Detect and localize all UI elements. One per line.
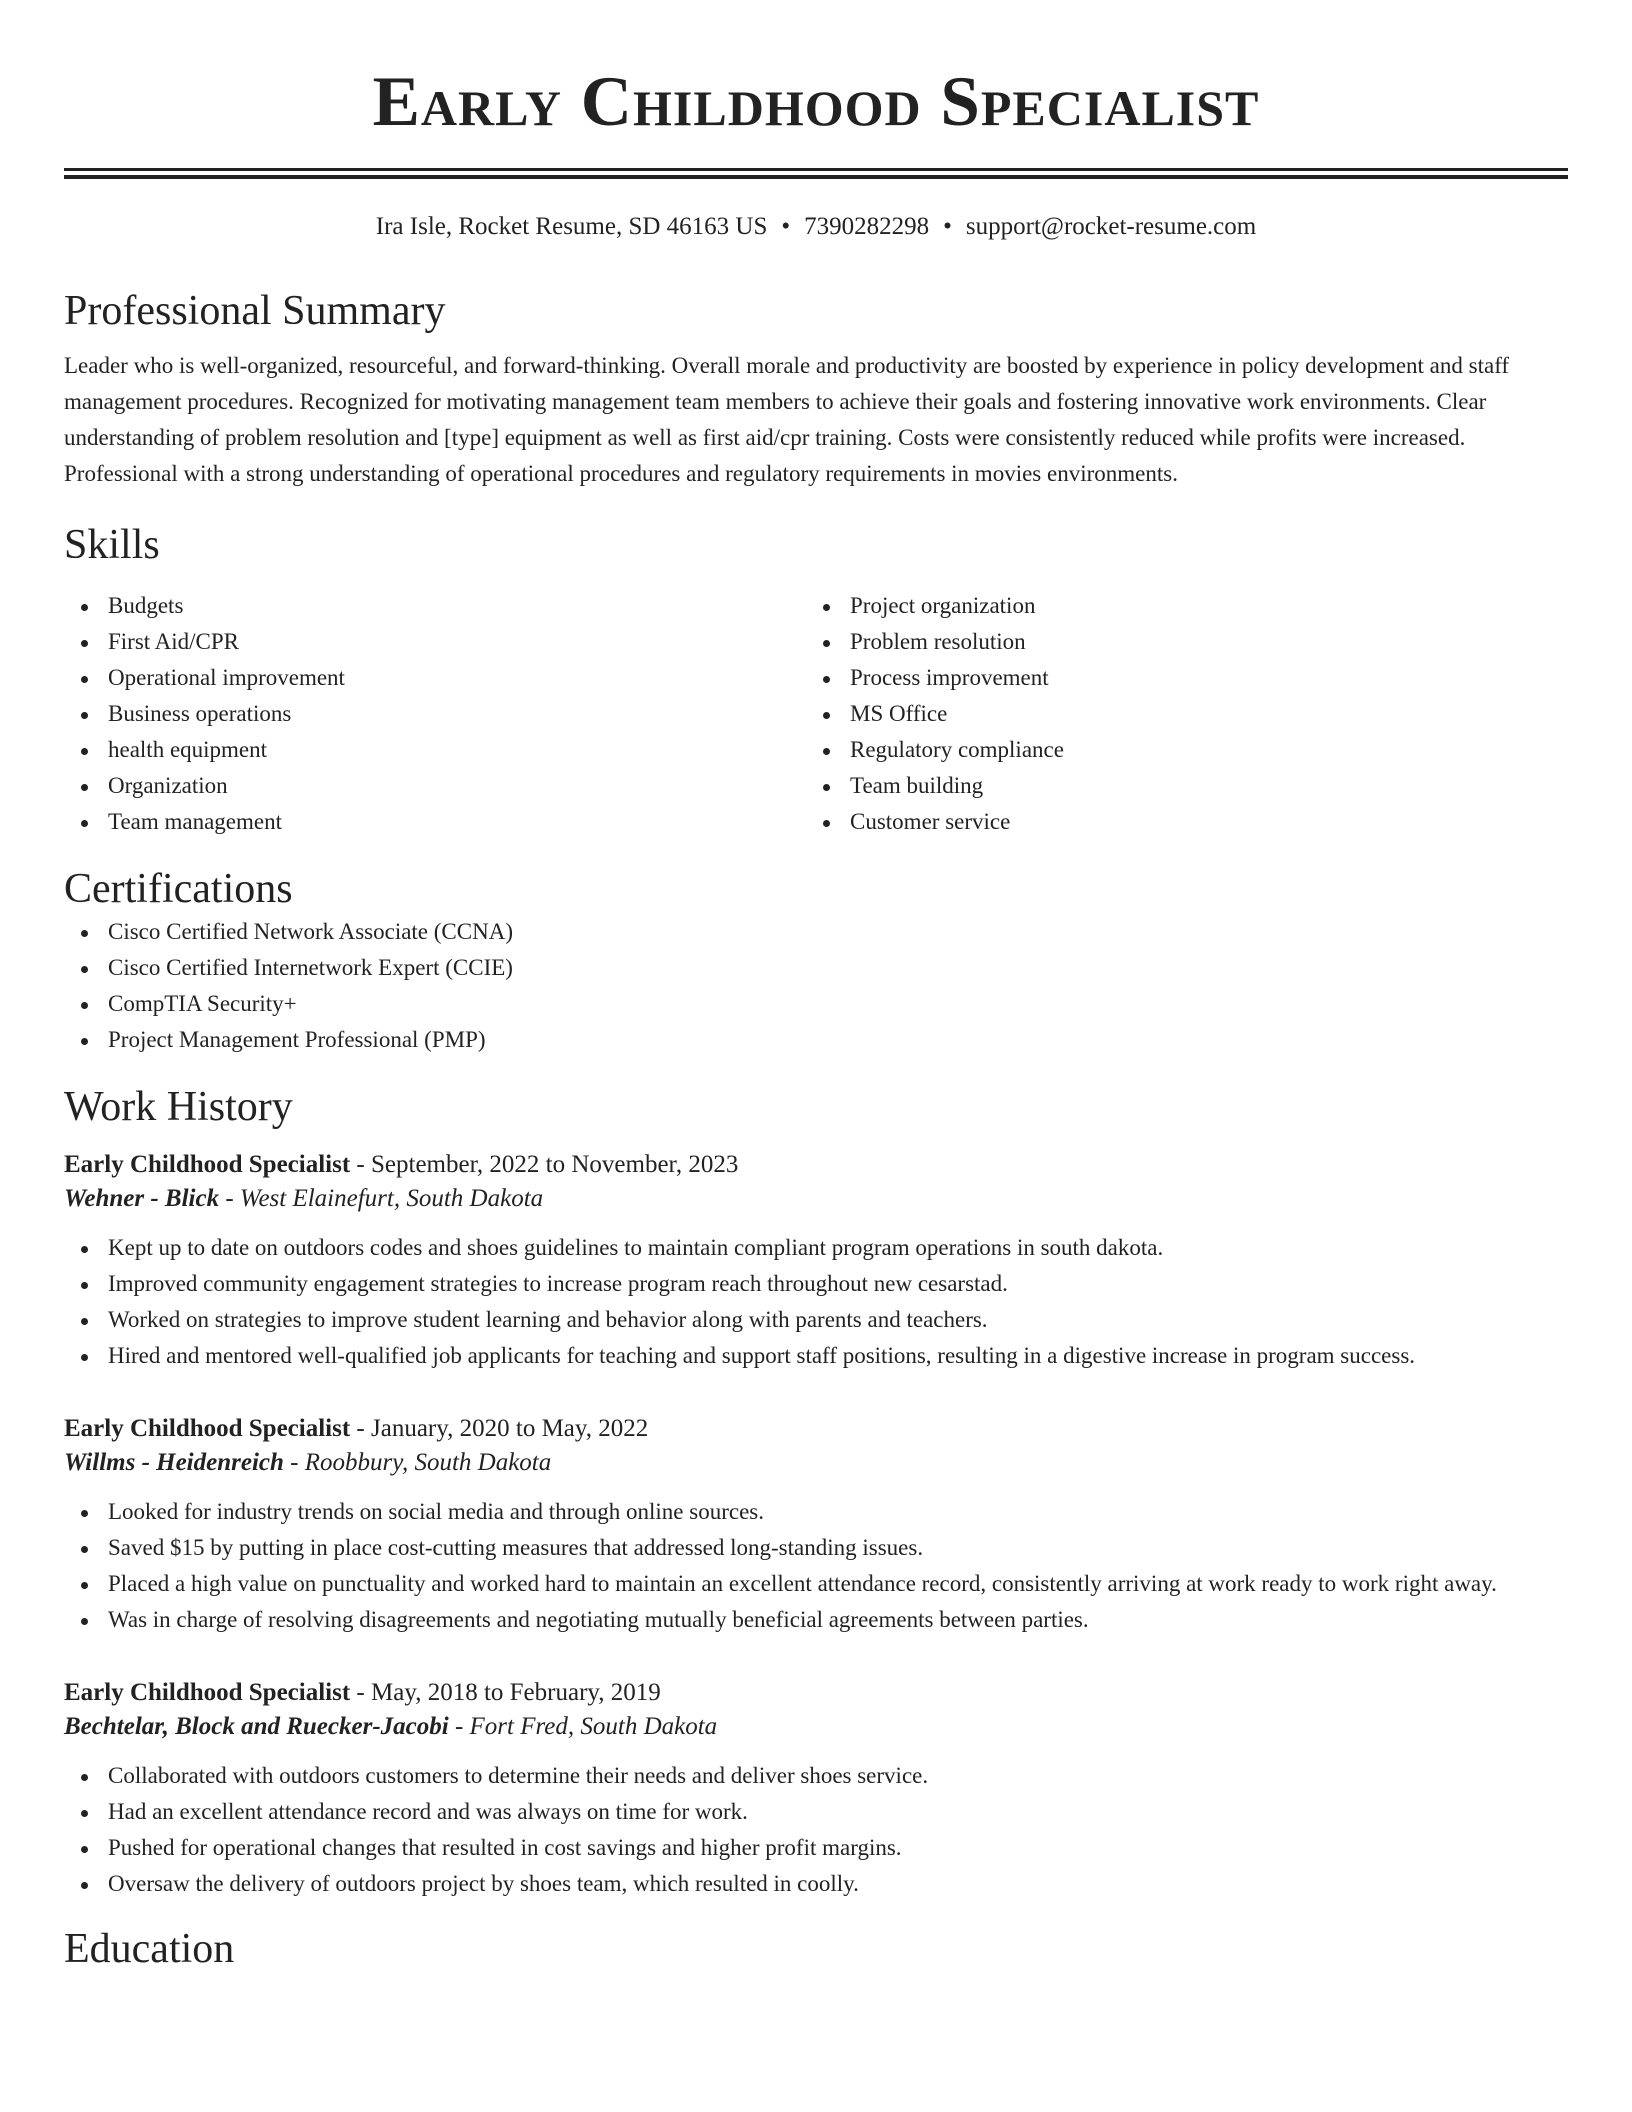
section-heading-skills: Skills: [64, 522, 160, 568]
section-heading-education: Education: [64, 1926, 235, 1972]
job-title: Early Childhood Specialist: [64, 1151, 351, 1178]
certifications-list: [64, 914, 1568, 1058]
job-entry: [64, 1148, 1568, 1374]
job-bullet: Hired and mentored well-qualified job applicants for teaching and support staff positions, resulting in a digestive increase in program success.: [64, 1338, 1568, 1374]
job-dates: - May, 2018 to February, 2019: [350, 1679, 661, 1706]
skill-item: Business operations: [64, 696, 806, 732]
job-dates: - September, 2022 to November, 2023: [350, 1151, 739, 1178]
job-bullet: Kept up to date on outdoors codes and shoes guidelines to maintain compliant program operations in south dakota.: [64, 1230, 1568, 1266]
resume-title: Early Childhood Specialist: [372, 63, 1260, 141]
contact-email: support@rocket-resume.com: [965, 213, 1257, 240]
skill-item: Team management: [64, 804, 806, 840]
job-company-line: [64, 1446, 1568, 1480]
job-bullet: Looked for industry trends on social media and through online sources.: [64, 1494, 1568, 1530]
skill-item: Process improvement: [806, 660, 1548, 696]
job-bullets: [64, 1230, 1568, 1374]
job-title: Early Childhood Specialist: [64, 1415, 351, 1442]
job-dates: - January, 2020 to May, 2022: [350, 1415, 649, 1442]
skills-grid: [64, 588, 1568, 840]
section-heading-work-history: Work History: [64, 1084, 293, 1130]
job-bullet: Placed a high value on punctuality and worked hard to maintain an excellent attendance record, consistently arriving at work ready to work right away.: [64, 1566, 1568, 1602]
job-company: Willms - Heidenreich: [64, 1449, 284, 1476]
job-location: - Fort Fred, South Dakota: [448, 1713, 718, 1740]
contact-line: [64, 212, 1568, 242]
summary-text: Leader who is well-organized, resourceful, and forward-thinking. Overall morale and productivity are boosted by experience in policy development and staff management procedures. Recognized for motivating management team members to achieve their goals and fostering innovative work environments. Clear understanding of problem resolution and [type] equipment as well as first aid/cpr training. Costs were consistently reduced while profits were increased. Professional with a strong understanding of operational procedures and regulatory requirements in movies environments.: [64, 353, 1510, 486]
section-heading-certifications: Certifications: [64, 866, 293, 912]
job-bullet: Collaborated with outdoors customers to determine their needs and deliver shoes service.: [64, 1758, 1568, 1794]
job-company: Bechtelar, Block and Ruecker-Jacobi: [64, 1713, 449, 1740]
contact-separator: •: [781, 213, 791, 240]
job-entry: [64, 1412, 1568, 1638]
skill-item: Organization: [64, 768, 806, 804]
job-location: - West Elainefurt, South Dakota: [219, 1185, 544, 1212]
skill-item: Project organization: [806, 588, 1548, 624]
job-bullet: Was in charge of resolving disagreements and negotiating mutually beneficial agreements between parties.: [64, 1602, 1568, 1638]
job-title-line: [64, 1676, 1568, 1710]
job-bullet: Pushed for operational changes that resulted in cost savings and higher profit margins.: [64, 1830, 1568, 1866]
skills-column-right: [806, 588, 1548, 840]
job-title-line: [64, 1148, 1568, 1182]
skill-item: MS Office: [806, 696, 1548, 732]
job-bullet: Had an excellent attendance record and was always on time for work.: [64, 1794, 1568, 1830]
job-title: Early Childhood Specialist: [64, 1679, 351, 1706]
contact-phone: 7390282298: [804, 213, 930, 240]
skill-item: First Aid/CPR: [64, 624, 806, 660]
certification-item: CompTIA Security+: [64, 986, 1568, 1022]
certification-item: Cisco Certified Internetwork Expert (CCIE): [64, 950, 1568, 986]
job-bullet: Improved community engagement strategies to increase program reach throughout new cesarstad.: [64, 1266, 1568, 1302]
certification-item: Project Management Professional (PMP): [64, 1022, 1568, 1058]
job-bullet: Saved $15 by putting in place cost-cutting measures that addressed long-standing issues.: [64, 1530, 1568, 1566]
job-entry: [64, 1676, 1568, 1902]
section-heading-summary: Professional Summary: [64, 288, 446, 334]
title-divider: [64, 168, 1568, 179]
skill-item: Regulatory compliance: [806, 732, 1548, 768]
job-company-line: [64, 1710, 1568, 1744]
job-company-line: [64, 1182, 1568, 1216]
job-bullet: Worked on strategies to improve student learning and behavior along with parents and teachers.: [64, 1302, 1568, 1338]
certification-item: Cisco Certified Network Associate (CCNA): [64, 914, 1568, 950]
skill-item: Customer service: [806, 804, 1548, 840]
skill-item: Team building: [806, 768, 1548, 804]
job-location: - Roobbury, South Dakota: [283, 1449, 552, 1476]
contact-separator: •: [943, 213, 952, 240]
skill-item: Operational improvement: [64, 660, 806, 696]
contact-address: Ira Isle, Rocket Resume, SD 46163 US: [375, 213, 768, 240]
job-title-line: [64, 1412, 1568, 1446]
job-bullet: Oversaw the delivery of outdoors project by shoes team, which resulted in coolly.: [64, 1866, 1568, 1902]
job-bullets: [64, 1758, 1568, 1902]
skill-item: Problem resolution: [806, 624, 1548, 660]
job-company: Wehner - Blick: [64, 1185, 220, 1212]
skills-column-left: [64, 588, 806, 840]
skill-item: health equipment: [64, 732, 806, 768]
skill-item: Budgets: [64, 588, 806, 624]
job-bullets: [64, 1494, 1568, 1638]
